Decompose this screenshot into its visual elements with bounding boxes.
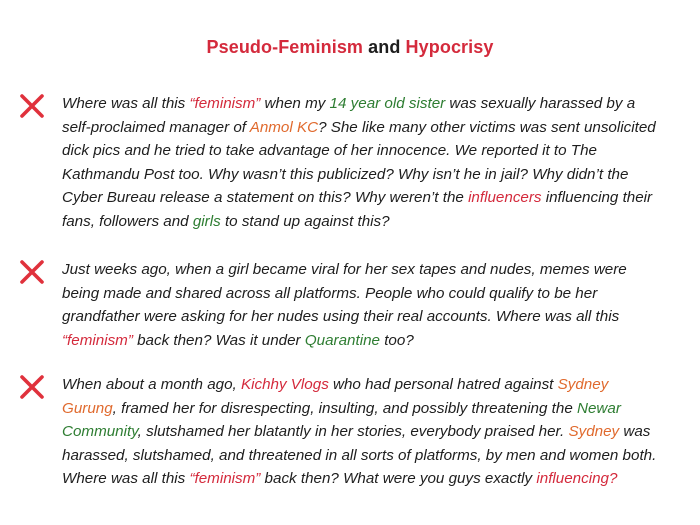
- text-segment: to stand up against this?: [220, 212, 390, 230]
- highlight-red: influencers: [468, 189, 542, 207]
- highlight-red: Kichhy Vlogs: [241, 376, 329, 393]
- red-x-icon: [18, 92, 46, 120]
- highlight-red: influencing?: [536, 470, 618, 488]
- highlight-orange: Sydney Gurung: [62, 376, 609, 417]
- text-segment: back then? Was it under: [132, 331, 305, 349]
- text-segment: who had personal hatred against: [328, 376, 558, 393]
- text-segment: influencing their fans, followers and: [62, 189, 653, 230]
- title-part-3: Hypocrisy: [405, 37, 494, 57]
- highlight-orange: Sydney: [568, 423, 620, 441]
- title-part-1: Pseudo-Feminism: [206, 37, 364, 57]
- paragraph-2: [62, 258, 662, 352]
- text-segment: was harassed, slutshamed, and threatened in all sorts of platforms, by men and women both. Where was all this: [62, 423, 657, 488]
- title-part-2: and: [363, 37, 406, 57]
- highlight-green: girls: [192, 212, 221, 230]
- paragraph-3: [62, 373, 662, 491]
- red-x-icon: [18, 373, 46, 401]
- text-segment: Where was all this: [62, 95, 190, 112]
- text-segment: when my: [260, 95, 330, 112]
- highlight-red: “feminism”: [189, 95, 261, 112]
- highlight-orange: Anmol KC: [249, 118, 319, 136]
- text-segment: When about a month ago,: [62, 376, 241, 393]
- paragraph-1: [62, 92, 662, 234]
- page-title: [0, 37, 700, 58]
- highlight-red: “feminism”: [62, 331, 133, 349]
- highlight-green: Quarantine: [304, 331, 380, 349]
- red-x-icon: [18, 258, 46, 286]
- text-segment: ? She like many other victims was sent unsolicited dick pics and he tried to take advantage of her innocence. We reported it to The Kathmandu Post too. Why wasn’t this publicized? Why isn’t he in jail? Why didn’t the Cyber Bureau release a statement on this? Why weren’t the: [62, 118, 656, 207]
- text-segment: , slutshamed her blatantly in her stories, everybody praised her.: [137, 423, 569, 441]
- text-segment: , framed her for disrespecting, insulting, and possibly threatening the: [112, 399, 577, 417]
- text-segment: Just weeks ago, when a girl became viral for her sex tapes and nudes, memes were being made and shared across all platforms. People who could qualify to be her grandfather were asking for her nudes using their real accounts. Where was all this: [62, 261, 627, 326]
- text-segment: was sexually harassed by a self-proclaimed manager of: [62, 95, 636, 136]
- text-segment: back then? What were you guys exactly: [260, 470, 537, 488]
- highlight-red: “feminism”: [189, 470, 261, 488]
- text-segment: too?: [379, 331, 414, 349]
- highlight-green: 14 year old sister: [329, 95, 446, 112]
- highlight-green: Newar Community: [62, 399, 621, 441]
